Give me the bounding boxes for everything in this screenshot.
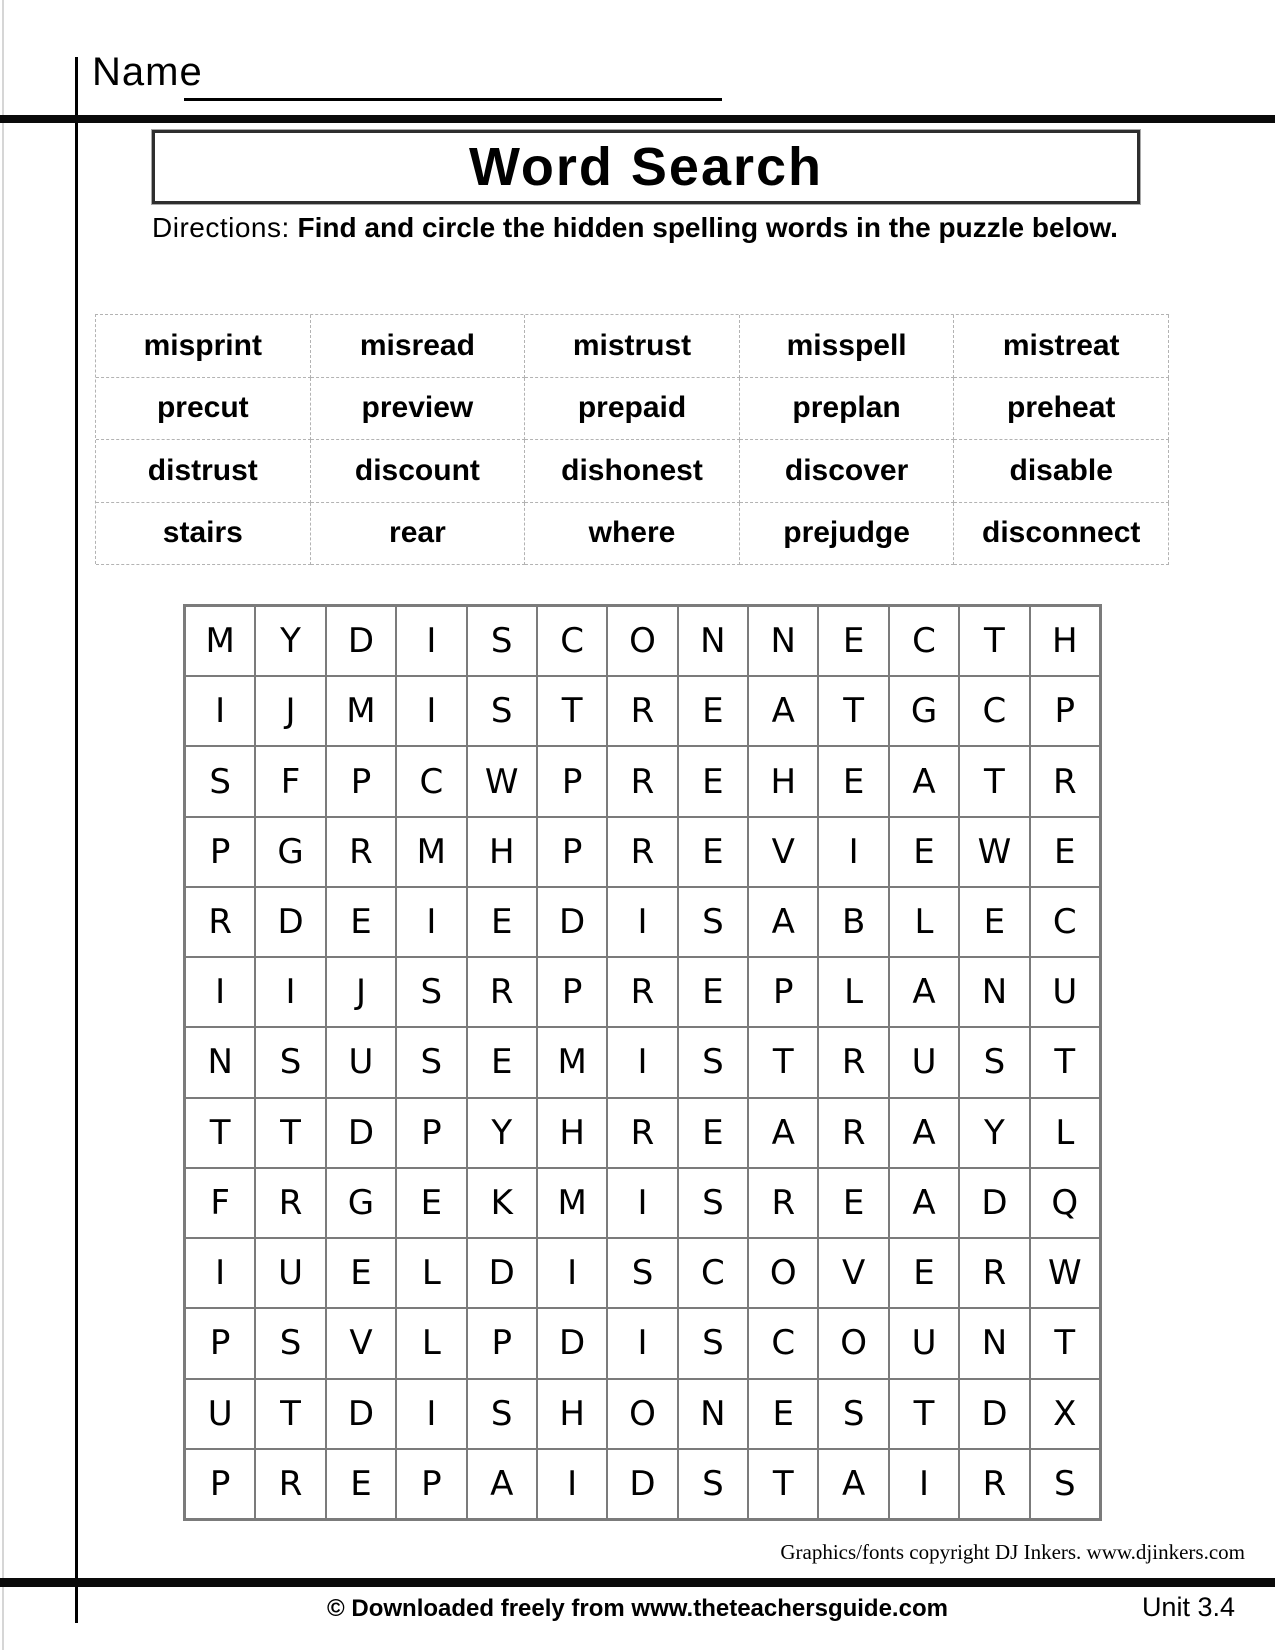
puzzle-cell: I [396, 1379, 466, 1449]
puzzle-cell: E [818, 1168, 888, 1238]
puzzle-cell: E [748, 1379, 818, 1449]
puzzle-cell: T [255, 1098, 325, 1168]
puzzle-cell: T [255, 1379, 325, 1449]
puzzle-cell: R [607, 746, 677, 816]
puzzle-cell: Y [467, 1098, 537, 1168]
puzzle-cell: T [1030, 1027, 1100, 1097]
puzzle-cell: R [255, 1449, 325, 1519]
word-list-table [95, 314, 1169, 564]
puzzle-cell: E [467, 1027, 537, 1097]
puzzle-cell: W [959, 817, 1029, 887]
puzzle-cell: I [537, 1449, 607, 1519]
puzzle-cell: H [748, 746, 818, 816]
puzzle-cell: P [537, 957, 607, 1027]
puzzle-cell: S [467, 1379, 537, 1449]
puzzle-cell: A [467, 1449, 537, 1519]
puzzle-cell: E [678, 817, 748, 887]
puzzle-cell: R [959, 1449, 1029, 1519]
puzzle-cell: N [959, 1308, 1029, 1378]
puzzle-cell: J [255, 676, 325, 746]
puzzle-cell: R [467, 957, 537, 1027]
puzzle-cell: C [889, 606, 959, 676]
puzzle-cell: Y [959, 1098, 1029, 1168]
word-list-item: where [525, 503, 740, 566]
puzzle-cell: I [255, 957, 325, 1027]
puzzle-cell: Y [255, 606, 325, 676]
puzzle-cell: D [467, 1238, 537, 1308]
notebook-margin-line [75, 57, 78, 1623]
puzzle-cell: E [467, 887, 537, 957]
word-list-item: stairs [96, 503, 311, 566]
puzzle-cell: E [326, 887, 396, 957]
puzzle-cell: Q [1030, 1168, 1100, 1238]
puzzle-cell: M [537, 1027, 607, 1097]
puzzle-cell: U [889, 1027, 959, 1097]
puzzle-cell: S [678, 1449, 748, 1519]
graphics-credit: Graphics/fonts copyright DJ Inkers. www.djinkers.com [780, 1540, 1245, 1564]
puzzle-cell: E [959, 887, 1029, 957]
puzzle-cell: W [467, 746, 537, 816]
puzzle-cell: D [959, 1168, 1029, 1238]
puzzle-cell: N [678, 1379, 748, 1449]
name-blank-line [184, 98, 722, 101]
puzzle-cell: N [748, 606, 818, 676]
puzzle-cell: E [326, 1449, 396, 1519]
directions-label: Directions: [152, 212, 290, 243]
puzzle-cell: E [678, 957, 748, 1027]
puzzle-cell: S [185, 746, 255, 816]
puzzle-cell: G [889, 676, 959, 746]
puzzle-cell: M [185, 606, 255, 676]
puzzle-cell: P [467, 1308, 537, 1378]
puzzle-cell: R [255, 1168, 325, 1238]
puzzle-cell: N [959, 957, 1029, 1027]
puzzle-cell: T [959, 606, 1029, 676]
puzzle-cell: R [607, 676, 677, 746]
puzzle-cell: I [607, 1168, 677, 1238]
puzzle-cell: R [185, 887, 255, 957]
puzzle-cell: C [678, 1238, 748, 1308]
puzzle-cell: F [255, 746, 325, 816]
puzzle-cell: I [396, 676, 466, 746]
puzzle-cell: I [607, 887, 677, 957]
puzzle-cell: S [467, 676, 537, 746]
puzzle-cell: C [396, 746, 466, 816]
directions-text: Find and circle the hidden spelling words in the puzzle below. [297, 212, 1118, 243]
puzzle-cell: E [678, 676, 748, 746]
puzzle-cell: U [1030, 957, 1100, 1027]
puzzle-cell: A [889, 957, 959, 1027]
puzzle-cell: R [607, 1098, 677, 1168]
word-list-item: dishonest [525, 440, 740, 503]
puzzle-cell: W [1030, 1238, 1100, 1308]
puzzle-cell: T [537, 676, 607, 746]
puzzle-cell: D [326, 606, 396, 676]
page-edge-line [2, 0, 4, 1650]
puzzle-cell: S [255, 1027, 325, 1097]
puzzle-cell: X [1030, 1379, 1100, 1449]
puzzle-cell: S [678, 1168, 748, 1238]
puzzle-cell: F [185, 1168, 255, 1238]
puzzle-cell: A [748, 1098, 818, 1168]
puzzle-cell: D [537, 887, 607, 957]
puzzle-cell: P [185, 817, 255, 887]
puzzle-cell: P [185, 1308, 255, 1378]
puzzle-cell: A [748, 887, 818, 957]
puzzle-cell: R [818, 1027, 888, 1097]
puzzle-cell: T [818, 676, 888, 746]
puzzle-cell: I [607, 1308, 677, 1378]
puzzle-cell: S [678, 1027, 748, 1097]
puzzle-cell: G [326, 1168, 396, 1238]
puzzle-cell: S [607, 1238, 677, 1308]
puzzle-cell: I [185, 957, 255, 1027]
puzzle-cell: T [748, 1027, 818, 1097]
puzzle-cell: U [185, 1379, 255, 1449]
word-list-item: discount [311, 440, 526, 503]
puzzle-cell: R [959, 1238, 1029, 1308]
puzzle-cell: R [326, 817, 396, 887]
puzzle-cell: I [607, 1027, 677, 1097]
puzzle-cell: H [1030, 606, 1100, 676]
puzzle-cell: C [537, 606, 607, 676]
puzzle-cell: U [889, 1308, 959, 1378]
puzzle-cell: N [678, 606, 748, 676]
word-list-item: distrust [96, 440, 311, 503]
puzzle-cell: H [467, 817, 537, 887]
top-divider-rule [0, 115, 1275, 123]
puzzle-cell: E [678, 1098, 748, 1168]
puzzle-cell: E [1030, 817, 1100, 887]
puzzle-cell: D [326, 1379, 396, 1449]
puzzle-cell: C [1030, 887, 1100, 957]
puzzle-cell: D [537, 1308, 607, 1378]
puzzle-cell: R [818, 1098, 888, 1168]
puzzle-cell: M [396, 817, 466, 887]
puzzle-cell: C [748, 1308, 818, 1378]
puzzle-cell: P [185, 1449, 255, 1519]
word-list-item: misprint [96, 315, 311, 378]
puzzle-cell: E [889, 817, 959, 887]
word-list-item: prepaid [525, 378, 740, 441]
word-list-item: rear [311, 503, 526, 566]
puzzle-cell: A [889, 1098, 959, 1168]
puzzle-cell: N [185, 1027, 255, 1097]
word-list-item: mistrust [525, 315, 740, 378]
puzzle-cell: U [326, 1027, 396, 1097]
puzzle-cell: E [678, 746, 748, 816]
word-list-item: preheat [954, 378, 1169, 441]
directions-line [152, 212, 1152, 244]
word-list-item: misspell [740, 315, 955, 378]
download-note: © Downloaded freely from www.theteachersguide.com [327, 1595, 948, 1622]
puzzle-cell: V [748, 817, 818, 887]
puzzle-cell: E [396, 1168, 466, 1238]
puzzle-cell: I [537, 1238, 607, 1308]
puzzle-cell: T [748, 1449, 818, 1519]
puzzle-cell: P [537, 746, 607, 816]
word-list-item: preplan [740, 378, 955, 441]
word-list-item: mistreat [954, 315, 1169, 378]
puzzle-cell: M [537, 1168, 607, 1238]
puzzle-cell: P [1030, 676, 1100, 746]
puzzle-cell: R [607, 957, 677, 1027]
puzzle-cell: M [326, 676, 396, 746]
puzzle-cell: L [818, 957, 888, 1027]
title-box [152, 130, 1140, 204]
puzzle-cell: C [959, 676, 1029, 746]
puzzle-cell: S [959, 1027, 1029, 1097]
puzzle-cell: I [396, 606, 466, 676]
puzzle-cell: S [396, 1027, 466, 1097]
puzzle-cell: R [607, 817, 677, 887]
puzzle-cell: S [678, 887, 748, 957]
page-title: Word Search [468, 137, 824, 197]
puzzle-cell: D [255, 887, 325, 957]
puzzle-cell: O [607, 1379, 677, 1449]
word-list-item: precut [96, 378, 311, 441]
puzzle-cell: S [467, 606, 537, 676]
puzzle-cell: E [889, 1238, 959, 1308]
puzzle-cell: E [818, 606, 888, 676]
bottom-divider-rule [0, 1578, 1275, 1587]
puzzle-cell: I [889, 1449, 959, 1519]
puzzle-cell: H [537, 1098, 607, 1168]
puzzle-cell: D [607, 1449, 677, 1519]
puzzle-cell: L [396, 1308, 466, 1378]
puzzle-cell: A [889, 746, 959, 816]
puzzle-cell: A [748, 676, 818, 746]
puzzle-cell: A [889, 1168, 959, 1238]
puzzle-cell: V [818, 1238, 888, 1308]
unit-label: Unit 3.4 [1141, 1592, 1235, 1622]
puzzle-cell: E [818, 746, 888, 816]
puzzle-cell: P [537, 817, 607, 887]
puzzle-cell: D [959, 1379, 1029, 1449]
puzzle-cell: B [818, 887, 888, 957]
puzzle-cell: I [185, 676, 255, 746]
puzzle-cell: L [889, 887, 959, 957]
puzzle-cell: P [748, 957, 818, 1027]
puzzle-cell: O [748, 1238, 818, 1308]
name-label: Name [92, 50, 203, 94]
puzzle-cell: U [255, 1238, 325, 1308]
puzzle-cell: R [1030, 746, 1100, 816]
puzzle-cell: G [255, 817, 325, 887]
puzzle-cell: D [326, 1098, 396, 1168]
puzzle-cell: P [326, 746, 396, 816]
puzzle-cell: S [396, 957, 466, 1027]
puzzle-cell: O [818, 1308, 888, 1378]
puzzle-cell: T [185, 1098, 255, 1168]
puzzle-grid [183, 604, 1102, 1521]
puzzle-cell: S [818, 1379, 888, 1449]
puzzle-cell: L [1030, 1098, 1100, 1168]
puzzle-cell: H [537, 1379, 607, 1449]
puzzle-cell: T [1030, 1308, 1100, 1378]
puzzle-cell: S [1030, 1449, 1100, 1519]
word-list-item: prejudge [740, 503, 955, 566]
puzzle-cell: T [889, 1379, 959, 1449]
puzzle-cell: I [818, 817, 888, 887]
puzzle-cell: S [255, 1308, 325, 1378]
puzzle-cell: K [467, 1168, 537, 1238]
word-list-item: disconnect [954, 503, 1169, 566]
puzzle-cell: J [326, 957, 396, 1027]
puzzle-cell: I [185, 1238, 255, 1308]
word-list-item: discover [740, 440, 955, 503]
word-list-item: misread [311, 315, 526, 378]
puzzle-cell: R [748, 1168, 818, 1238]
word-list-item: disable [954, 440, 1169, 503]
puzzle-cell: S [678, 1308, 748, 1378]
puzzle-cell: I [396, 887, 466, 957]
puzzle-cell: V [326, 1308, 396, 1378]
puzzle-cell: O [607, 606, 677, 676]
puzzle-cell: T [959, 746, 1029, 816]
puzzle-cell: P [396, 1449, 466, 1519]
puzzle-cell: L [396, 1238, 466, 1308]
word-list-item: preview [311, 378, 526, 441]
puzzle-cell: P [396, 1098, 466, 1168]
puzzle-cell: A [818, 1449, 888, 1519]
puzzle-cell: E [326, 1238, 396, 1308]
